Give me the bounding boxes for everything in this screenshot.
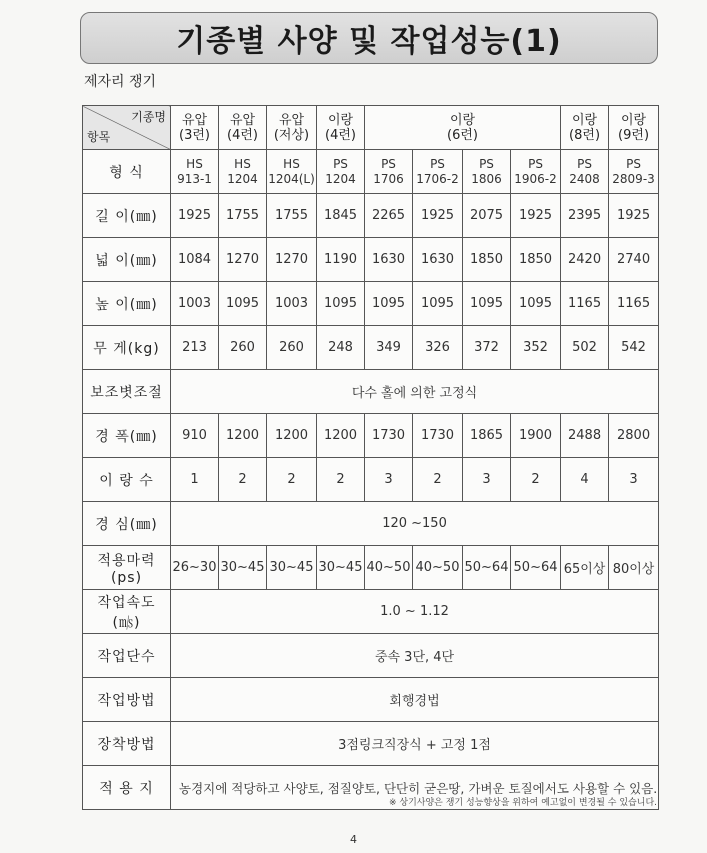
row-label: 적 용 지 bbox=[83, 766, 171, 810]
cell: 1270 bbox=[219, 238, 267, 282]
cell: 1 bbox=[171, 458, 219, 502]
header-col: 이랑 (9련) bbox=[609, 106, 659, 150]
row-label: 보조볏조절 bbox=[83, 370, 171, 414]
cell: 2488 bbox=[561, 414, 609, 458]
cell: 1165 bbox=[609, 282, 659, 326]
cell: PS 1706 bbox=[365, 150, 413, 194]
cell: 2 bbox=[267, 458, 317, 502]
cell: 260 bbox=[219, 326, 267, 370]
header-col: 유압 (4련) bbox=[219, 106, 267, 150]
header-row bbox=[83, 106, 659, 150]
merged-cell: 중속 3단, 4단 bbox=[171, 634, 659, 678]
cell: 2 bbox=[413, 458, 463, 502]
row-label: 작업속도 (㎧) bbox=[83, 590, 171, 634]
page-title: 기종별 사양 및 작업성능(1) bbox=[176, 24, 562, 59]
cell: 3 bbox=[609, 458, 659, 502]
cell: 3 bbox=[365, 458, 413, 502]
merged-cell: 다수 홀에 의한 고정식 bbox=[171, 370, 659, 414]
row-power bbox=[83, 546, 659, 590]
cell: 248 bbox=[317, 326, 365, 370]
cell: 1095 bbox=[511, 282, 561, 326]
merged-cell: 회행경법 bbox=[171, 678, 659, 722]
cell: 502 bbox=[561, 326, 609, 370]
cell: 30~45 bbox=[317, 546, 365, 590]
row-mount bbox=[83, 722, 659, 766]
cell: 1095 bbox=[413, 282, 463, 326]
cell: 260 bbox=[267, 326, 317, 370]
cell: 1095 bbox=[219, 282, 267, 326]
cell: 1095 bbox=[463, 282, 511, 326]
cell: 26~30 bbox=[171, 546, 219, 590]
cell: 1003 bbox=[171, 282, 219, 326]
cell: 1095 bbox=[317, 282, 365, 326]
cell: 326 bbox=[413, 326, 463, 370]
footnote: ※ 상기사양은 쟁기 성능향상을 위하여 예고없이 변경될 수 있습니다. bbox=[388, 798, 657, 808]
cell: 1925 bbox=[171, 194, 219, 238]
row-label: 높 이(㎜) bbox=[83, 282, 171, 326]
page-number: 4 bbox=[350, 833, 357, 846]
cell: 2 bbox=[219, 458, 267, 502]
cell: 80이상 bbox=[609, 546, 659, 590]
cell: 352 bbox=[511, 326, 561, 370]
row-model bbox=[83, 150, 659, 194]
cell: 2075 bbox=[463, 194, 511, 238]
row-depth bbox=[83, 502, 659, 546]
header-corner-bottom: 항목 bbox=[87, 130, 111, 144]
header-col: 이랑 (6련) bbox=[365, 106, 561, 150]
merged-cell: 3점링크직장식 + 고정 1점 bbox=[171, 722, 659, 766]
cell: 1200 bbox=[317, 414, 365, 458]
cell: 1900 bbox=[511, 414, 561, 458]
cell: 1845 bbox=[317, 194, 365, 238]
cell: 2265 bbox=[365, 194, 413, 238]
row-label: 경 폭(㎜) bbox=[83, 414, 171, 458]
cell: 1755 bbox=[267, 194, 317, 238]
row-label: 무 게(kg) bbox=[83, 326, 171, 370]
cell: 2 bbox=[511, 458, 561, 502]
cell: 1200 bbox=[267, 414, 317, 458]
cell: 3 bbox=[463, 458, 511, 502]
cell: PS 1806 bbox=[463, 150, 511, 194]
cell: 542 bbox=[609, 326, 659, 370]
cell: 30~45 bbox=[219, 546, 267, 590]
header-col: 이랑 (8련) bbox=[561, 106, 609, 150]
row-width bbox=[83, 238, 659, 282]
cell: 1200 bbox=[219, 414, 267, 458]
cell: 30~45 bbox=[267, 546, 317, 590]
cell: HS 1204 bbox=[219, 150, 267, 194]
row-label: 이 랑 수 bbox=[83, 458, 171, 502]
cell: 1925 bbox=[413, 194, 463, 238]
cell: 910 bbox=[171, 414, 219, 458]
cell: 1270 bbox=[267, 238, 317, 282]
row-weight bbox=[83, 326, 659, 370]
header-col: 유압 (3련) bbox=[171, 106, 219, 150]
row-label: 넓 이(㎜) bbox=[83, 238, 171, 282]
spec-table bbox=[82, 105, 659, 810]
cell: 40~50 bbox=[365, 546, 413, 590]
cell: PS 1906-2 bbox=[511, 150, 561, 194]
cell: 2740 bbox=[609, 238, 659, 282]
cell: 50~64 bbox=[463, 546, 511, 590]
cell: 50~64 bbox=[511, 546, 561, 590]
row-method bbox=[83, 678, 659, 722]
row-label: 적용마력 (ps) bbox=[83, 546, 171, 590]
row-label: 작업방법 bbox=[83, 678, 171, 722]
cell: PS 1204 bbox=[317, 150, 365, 194]
row-gear bbox=[83, 634, 659, 678]
cell: 1630 bbox=[365, 238, 413, 282]
cell: 40~50 bbox=[413, 546, 463, 590]
header-col: 이랑 (4련) bbox=[317, 106, 365, 150]
cell: 2800 bbox=[609, 414, 659, 458]
cell: 1165 bbox=[561, 282, 609, 326]
cell: 2420 bbox=[561, 238, 609, 282]
header-corner-top: 기종명 bbox=[131, 110, 166, 124]
cell: 1730 bbox=[365, 414, 413, 458]
row-length bbox=[83, 194, 659, 238]
title-banner bbox=[80, 12, 658, 64]
cell: 1925 bbox=[511, 194, 561, 238]
cell: 1925 bbox=[609, 194, 659, 238]
cell: 1630 bbox=[413, 238, 463, 282]
cell: 1084 bbox=[171, 238, 219, 282]
cell: 1850 bbox=[511, 238, 561, 282]
cell: PS 2809-3 bbox=[609, 150, 659, 194]
cell: PS 1706-2 bbox=[413, 150, 463, 194]
merged-cell: 농경지에 적당하고 사양토, 점질양토, 단단히 굳은땅, 가벼운 토질에서도 사용할 수 있음. bbox=[171, 766, 659, 810]
cell: 1003 bbox=[267, 282, 317, 326]
merged-cell: 120 ~150 bbox=[171, 502, 659, 546]
row-adjust bbox=[83, 370, 659, 414]
cell: 1865 bbox=[463, 414, 511, 458]
cell: 1755 bbox=[219, 194, 267, 238]
cell: 349 bbox=[365, 326, 413, 370]
row-label: 길 이(㎜) bbox=[83, 194, 171, 238]
cell: 4 bbox=[561, 458, 609, 502]
row-label: 작업단수 bbox=[83, 634, 171, 678]
cell: 2395 bbox=[561, 194, 609, 238]
cell: 1730 bbox=[413, 414, 463, 458]
cell: HS 1204(L) bbox=[267, 150, 317, 194]
row-plow-width bbox=[83, 414, 659, 458]
row-label: 형 식 bbox=[83, 150, 171, 194]
row-ridges bbox=[83, 458, 659, 502]
row-height bbox=[83, 282, 659, 326]
row-label: 장착방법 bbox=[83, 722, 171, 766]
cell: PS 2408 bbox=[561, 150, 609, 194]
row-label: 경 심(㎜) bbox=[83, 502, 171, 546]
header-col: 유압 (저상) bbox=[267, 106, 317, 150]
cell: 2 bbox=[317, 458, 365, 502]
cell: HS 913-1 bbox=[171, 150, 219, 194]
cell: 65이상 bbox=[561, 546, 609, 590]
cell: 1095 bbox=[365, 282, 413, 326]
section-subtitle: 제자리 쟁기 bbox=[84, 74, 157, 90]
header-corner-cell bbox=[83, 106, 171, 150]
cell: 1850 bbox=[463, 238, 511, 282]
row-speed bbox=[83, 590, 659, 634]
merged-cell: 1.0 ~ 1.12 bbox=[171, 590, 659, 634]
cell: 1190 bbox=[317, 238, 365, 282]
cell: 372 bbox=[463, 326, 511, 370]
cell: 213 bbox=[171, 326, 219, 370]
